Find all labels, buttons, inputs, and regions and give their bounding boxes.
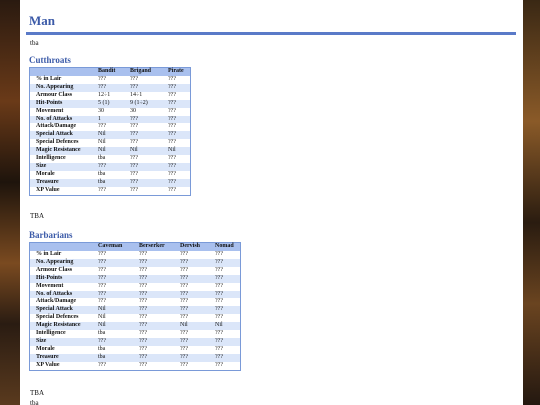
table-row xyxy=(30,330,241,338)
page-content xyxy=(20,0,523,405)
table-row xyxy=(30,298,241,306)
table-cell: ??? xyxy=(98,258,106,265)
table-cell: ??? xyxy=(98,162,106,169)
row-label: Morale xyxy=(36,345,55,352)
table-cell: ??? xyxy=(139,298,147,305)
row-label: Special Defences xyxy=(36,314,79,321)
table-cell: ??? xyxy=(168,83,176,90)
table-cell: ??? xyxy=(180,258,188,265)
table-cell: ??? xyxy=(139,306,147,313)
table-cell: ??? xyxy=(180,251,188,257)
table-row xyxy=(30,171,191,179)
table-cell: ??? xyxy=(130,155,138,162)
table-cell: ??? xyxy=(168,76,176,82)
table-cell: ??? xyxy=(130,162,138,169)
table-cell: ??? xyxy=(139,345,147,352)
table-header-row xyxy=(30,243,241,252)
table-cell: ??? xyxy=(215,282,223,289)
table-cell: ??? xyxy=(130,83,138,90)
table-cell: ??? xyxy=(130,115,138,122)
table-cell: ??? xyxy=(139,266,147,273)
table-cell: tba xyxy=(98,155,106,162)
table-cell: ??? xyxy=(168,123,176,130)
table-cell: ??? xyxy=(180,345,188,352)
table-row xyxy=(30,259,241,267)
table-cell: ??? xyxy=(139,282,147,289)
table-row xyxy=(30,306,241,314)
table-cell: ??? xyxy=(98,337,106,344)
table-cell: ??? xyxy=(215,330,223,337)
table-cell: ??? xyxy=(180,330,188,337)
table-cell: ??? xyxy=(168,131,176,138)
table-cell: ??? xyxy=(139,353,147,360)
row-label: Treasure xyxy=(36,178,59,185)
trailing-text: tba xyxy=(30,399,39,405)
table-cell: ??? xyxy=(168,186,176,193)
column-header: Pirate xyxy=(166,68,191,77)
column-header-blank xyxy=(30,243,97,252)
row-label: No. Appearing xyxy=(36,258,74,265)
table-cell: ??? xyxy=(168,115,176,122)
table-row xyxy=(30,131,191,139)
table-cell: ??? xyxy=(180,337,188,344)
table-cell: ??? xyxy=(168,170,176,177)
table-cell: Nil xyxy=(215,322,223,329)
row-label: XP Value xyxy=(36,361,60,368)
row-label: Armour Class xyxy=(36,266,73,273)
row-label: Special Defences xyxy=(36,139,79,146)
table-cell: ??? xyxy=(168,139,176,146)
table-row xyxy=(30,123,191,131)
table-cell: ??? xyxy=(130,123,138,130)
table-cell: ??? xyxy=(98,186,106,193)
table-cell: Nil xyxy=(98,139,106,146)
row-label: Attack/Damage xyxy=(36,123,76,130)
table-cell: 12÷1 xyxy=(98,91,111,98)
table-cell: 1 xyxy=(98,115,101,122)
table-cell: 30 xyxy=(98,107,104,114)
row-label: Treasure xyxy=(36,353,59,360)
table-cell: Nil xyxy=(98,306,106,313)
table-row xyxy=(30,346,241,354)
table-cell: ??? xyxy=(168,91,176,98)
table-cell: ??? xyxy=(180,290,188,297)
table-cell: ??? xyxy=(139,322,147,329)
row-label: Magic Resistance xyxy=(36,322,81,329)
table-cell: tba xyxy=(98,330,106,337)
table-cell: ??? xyxy=(168,107,176,114)
table-cell: ??? xyxy=(130,139,138,146)
table-row xyxy=(30,251,241,259)
table-cell: tba xyxy=(98,353,106,360)
table-row xyxy=(30,187,191,195)
row-label: % in Lair xyxy=(36,251,62,257)
table-cell: ??? xyxy=(139,258,147,265)
row-label: % in Lair xyxy=(36,76,62,82)
row-label: Intelligence xyxy=(36,330,66,337)
row-label: Special Attack xyxy=(36,131,73,138)
table-row xyxy=(30,84,191,92)
table-cell: ??? xyxy=(180,314,188,321)
table-row xyxy=(30,76,191,84)
background-right xyxy=(523,0,540,405)
table-cell: ??? xyxy=(130,178,138,185)
table-cell: 30 xyxy=(130,107,136,114)
table-cell: ??? xyxy=(139,337,147,344)
table-row xyxy=(30,179,191,187)
row-label: Magic Resistance xyxy=(36,147,81,154)
table-row xyxy=(30,275,241,283)
table-row xyxy=(30,108,191,116)
table-row xyxy=(30,362,241,370)
table-cell: ??? xyxy=(98,298,106,305)
table-cell: 5 (1) xyxy=(98,99,110,106)
row-label: Hit-Points xyxy=(36,99,63,106)
table-cell: ??? xyxy=(98,76,106,82)
table-cell: ??? xyxy=(98,361,106,368)
table-row xyxy=(30,92,191,100)
row-label: XP Value xyxy=(36,186,60,193)
table-cell: tba xyxy=(98,170,106,177)
table-cell: ??? xyxy=(180,298,188,305)
section-title-barbarians: Barbarians xyxy=(29,230,73,240)
table-cell: ??? xyxy=(180,266,188,273)
table-cell: ??? xyxy=(180,361,188,368)
table-row xyxy=(30,354,241,362)
row-label: Hit-Points xyxy=(36,274,63,281)
table-cell: ??? xyxy=(168,99,176,106)
title-divider xyxy=(26,32,516,35)
table-row xyxy=(30,147,191,155)
column-header-blank xyxy=(30,68,97,77)
table-cell: tba xyxy=(98,345,106,352)
barbarians-table xyxy=(29,242,241,371)
table-cell: ??? xyxy=(130,186,138,193)
table-cell: ??? xyxy=(98,290,106,297)
table-cell: ??? xyxy=(180,282,188,289)
table-cell: ??? xyxy=(215,353,223,360)
cutthroats-table xyxy=(29,67,191,196)
page-title: Man xyxy=(29,13,55,28)
table-row xyxy=(30,338,241,346)
background-left xyxy=(0,0,20,405)
row-label: Special Attack xyxy=(36,306,73,313)
row-label: Size xyxy=(36,162,47,169)
table-cell: ??? xyxy=(215,251,223,257)
row-label: Movement xyxy=(36,282,64,289)
table-cell: Nil xyxy=(98,147,106,154)
table-cell: ??? xyxy=(215,361,223,368)
table-cell: ??? xyxy=(215,274,223,281)
table-cell: ??? xyxy=(215,266,223,273)
table-cell: ??? xyxy=(98,123,106,130)
table-cell: Nil xyxy=(180,322,188,329)
row-label: Size xyxy=(36,337,47,344)
row-label: No. Appearing xyxy=(36,83,74,90)
table-cell: Nil xyxy=(130,147,138,154)
table-cell: ??? xyxy=(98,251,106,257)
table-cell: tba xyxy=(98,178,106,185)
table-cell: ??? xyxy=(130,170,138,177)
row-label: No. of Attacks xyxy=(36,115,73,122)
table-cell: ??? xyxy=(139,361,147,368)
column-header: Brigand xyxy=(128,68,166,77)
cutthroats-note: TBA xyxy=(30,212,44,220)
table-cell: Nil xyxy=(98,322,106,329)
row-label: Attack/Damage xyxy=(36,298,76,305)
table-row xyxy=(30,314,241,322)
table-cell: 9 (1÷2) xyxy=(130,99,148,106)
table-cell: ??? xyxy=(139,330,147,337)
barbarians-note: TBA xyxy=(30,389,44,397)
column-header: Nomad xyxy=(213,243,241,252)
column-header: Dervish xyxy=(178,243,213,252)
table-cell: ??? xyxy=(215,314,223,321)
table-cell: ??? xyxy=(139,274,147,281)
table-row xyxy=(30,267,241,275)
table-row xyxy=(30,100,191,108)
table-row xyxy=(30,322,241,330)
column-header: Berserker xyxy=(137,243,178,252)
table-cell: ??? xyxy=(98,83,106,90)
table-cell: ??? xyxy=(139,290,147,297)
row-label: No. of Attacks xyxy=(36,290,73,297)
table-cell: ??? xyxy=(168,178,176,185)
table-cell: ??? xyxy=(215,306,223,313)
column-header: Bandit xyxy=(96,68,128,77)
table-row xyxy=(30,163,191,171)
table-cell: ??? xyxy=(168,155,176,162)
table-cell: Nil xyxy=(98,131,106,138)
table-cell: ??? xyxy=(130,76,138,82)
table-row xyxy=(30,155,191,163)
row-label: Morale xyxy=(36,170,55,177)
row-label: Intelligence xyxy=(36,155,66,162)
table-cell: ??? xyxy=(180,274,188,281)
section-title-cutthroats: Cutthroats xyxy=(29,55,71,65)
table-cell: Nil xyxy=(98,314,106,321)
table-cell: ??? xyxy=(215,298,223,305)
table-cell: ??? xyxy=(215,258,223,265)
table-cell: ??? xyxy=(98,274,106,281)
table-row xyxy=(30,283,241,291)
table-cell: ??? xyxy=(139,251,147,257)
table-cell: 14÷1 xyxy=(130,91,143,98)
table-cell: ??? xyxy=(180,306,188,313)
table-cell: ??? xyxy=(139,314,147,321)
table-row xyxy=(30,291,241,299)
column-header: Caveman xyxy=(96,243,137,252)
table-header-row xyxy=(30,68,191,77)
table-cell: ??? xyxy=(180,353,188,360)
table-cell: Nil xyxy=(168,147,176,154)
table-cell: ??? xyxy=(215,345,223,352)
row-label: Movement xyxy=(36,107,64,114)
table-row xyxy=(30,116,191,124)
table-cell: ??? xyxy=(168,162,176,169)
table-cell: ??? xyxy=(98,266,106,273)
intro-text: tba xyxy=(30,39,39,47)
table-row xyxy=(30,139,191,147)
table-cell: ??? xyxy=(98,282,106,289)
table-cell: ??? xyxy=(215,290,223,297)
table-cell: ??? xyxy=(130,131,138,138)
row-label: Armour Class xyxy=(36,91,73,98)
table-cell: ??? xyxy=(215,337,223,344)
